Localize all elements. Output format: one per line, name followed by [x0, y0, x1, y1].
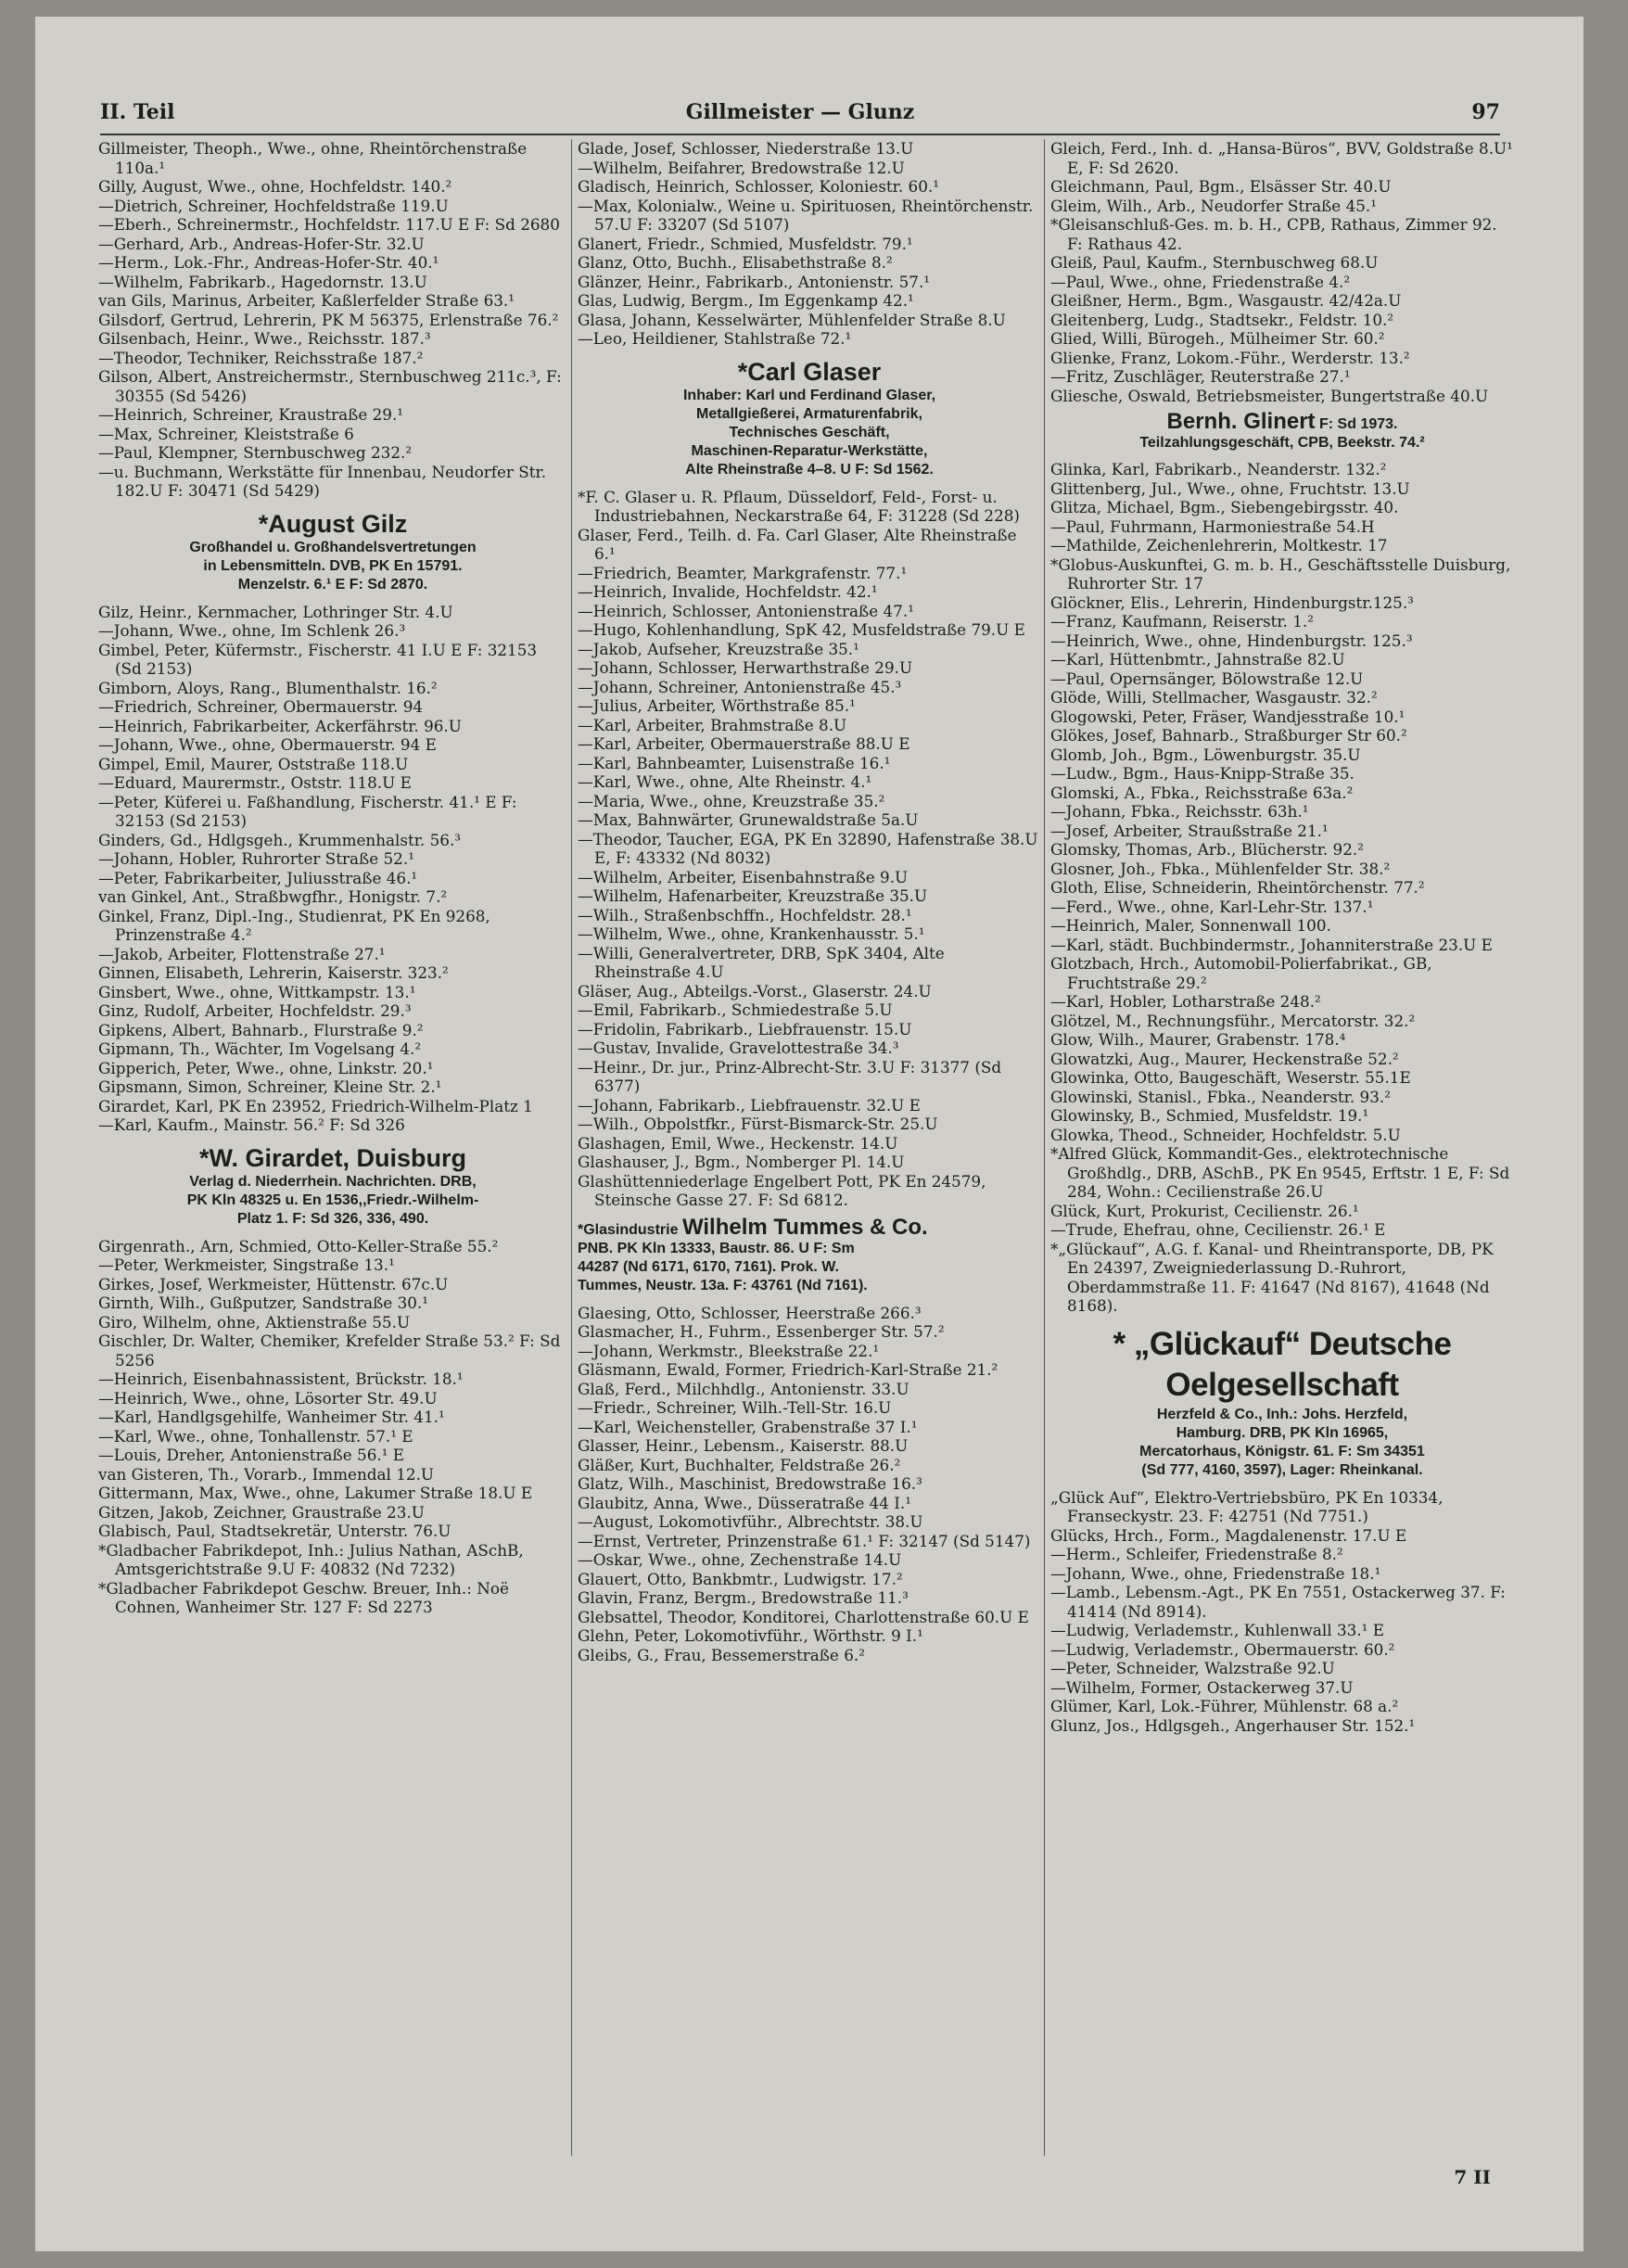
directory-entry: Gleißner, Herm., Bgm., Wasgaustr. 42/42a.U — [1050, 291, 1402, 310]
directory-entry: —Wilhelm, Fabrikarb., Hagedornstr. 13.U — [98, 272, 427, 291]
directory-entry: Gipperich, Peter, Wwe., ohne, Linkstr. 20.¹ — [98, 1058, 434, 1077]
directory-entry: Gläser, Aug., Abteilgs.-Vorst., Glaserstr. 24.U — [578, 981, 932, 1000]
directory-entry: van Gisteren, Th., Vorarb., Immendal 12.U — [98, 1464, 435, 1484]
directory-entry: Glöde, Willi, Stellmacher, Wasgaustr. 32.² — [1050, 688, 1378, 707]
directory-entry: —Friedrich, Schreiner, Obermauerstr. 94 — [98, 697, 424, 716]
directory-entry: —Louis, Dreher, Antonienstraße 56.¹ E — [98, 1446, 405, 1464]
directory-entry: Giro, Wilhelm, ohne, Aktienstraße 55.U — [98, 1312, 411, 1331]
ad-line: PK Kln 48325 u. En 1536,,Friedr.-Wilhelm- — [186, 1191, 479, 1208]
directory-entry: —Peter, Fabrikarbeiter, Juliusstraße 46.¹ — [98, 868, 418, 887]
directory-entry: —Eberh., Schreinermstr., Hochfeldstr. 117.U E F: Sd 2680 — [98, 215, 560, 234]
directory-entry: Gleibs, G., Frau, Bessemerstraße 6.² — [578, 1645, 865, 1664]
directory-entry: —Theodor, Taucher, EGA, PK En 32890, Hafenstraße 38.U E, F: 43332 (Nd 8032) — [578, 829, 1038, 867]
directory-entry: —u. Buchmann, Werkstätte für Innenbau, Neudorfer Str. 182.U F: 30471 (Sd 5429) — [98, 462, 547, 500]
directory-entry: —Willi, Generalvertreter, DRB, SpK 3404, Alte Rheinstraße 4.U — [578, 943, 945, 981]
directory-entry: Glowinka, Otto, Baugeschäft, Weserstr. 55.1E — [1050, 1068, 1411, 1087]
directory-entry: —Heinrich, Invalide, Hochfeldstr. 42.¹ — [578, 582, 878, 601]
directory-entry: —Heinrich, Schreiner, Kraustraße 29.¹ — [98, 405, 404, 424]
directory-entry: Glotzbach, Hrch., Automobil-Polierfabrikat., GB, Fruchtstraße 29.² — [1050, 954, 1432, 992]
ad-line: Platz 1. F: Sd 326, 336, 490. — [236, 1210, 429, 1227]
directory-entry: Glanz, Otto, Buchh., Elisabethstraße 8.² — [578, 253, 893, 272]
directory-entry: Girnth, Wilh., Gußputzer, Sandstraße 30.¹ — [98, 1293, 428, 1312]
ad-line: in Lebensmitteln. DVB, PK En 15791. — [203, 557, 463, 574]
directory-entry: Ginders, Gd., Hdlgsgeh., Krummenhalstr. 56.³ — [98, 830, 462, 849]
directory-entry: Gillmeister, Theoph., Wwe., ohne, Rheintörchenstraße 110a.¹ — [98, 139, 528, 177]
directory-entry: —Heinrich, Eisenbahnassistent, Brückstr. 18.¹ — [98, 1370, 464, 1388]
ad-line: Maschinen-Reparatur-Werkstätte, — [691, 442, 928, 459]
ad-line: Herzfeld & Co., Inh.: Johs. Herzfeld, — [1156, 1406, 1408, 1422]
directory-entry: Gloth, Elise, Schneiderin, Rheintörchenstr. 77.² — [1050, 878, 1425, 897]
directory-entry: Glasa, Johann, Kesselwärter, Mühlenfelder Straße 8.U — [578, 310, 1006, 329]
directory-entry: Glaß, Ferd., Milchhdlg., Antonienstr. 33.U — [578, 1379, 909, 1398]
ad-title: Wilhelm Tummes & Co. — [681, 1214, 928, 1240]
directory-entry: Gilly, August, Wwe., ohne, Hochfeldstr. 140.² — [98, 177, 452, 196]
directory-entry: Glebsattel, Theodor, Konditorei, Charlottenstraße 60.U E — [578, 1607, 1029, 1626]
directory-entry: *Gladbacher Fabrikdepot, Inh.: Julius Nathan, ASchB, Amtsgerichtstraße 9.U F: 40832 (Nd 7232) — [98, 1540, 524, 1578]
directory-entry: Gilsenbach, Heinr., Wwe., Reichsstr. 187.³ — [98, 329, 431, 348]
directory-entry: Gleich, Ferd., Inh. d. „Hansa-Büros“, BVV, Goldstraße 8.U¹ E, F: Sd 2620. — [1050, 139, 1513, 177]
directory-entry: Glowinski, Stanisl., Fbka., Neanderstr. 93.² — [1050, 1087, 1391, 1106]
directory-entry: Gladisch, Heinrich, Schlosser, Koloniestr. 60.¹ — [578, 177, 939, 196]
entry-list — [1050, 1488, 1514, 1736]
ad-line: Menzelstr. 6.¹ E F: Sd 2870. — [237, 576, 428, 592]
directory-entry: —Paul, Opernsänger, Bölowstraße 12.U — [1050, 669, 1364, 688]
directory-entry: —Max, Kolonialw., Weine u. Spirituosen, Rheintörchenstr. 57.U F: 33207 (Sd 5107) — [578, 196, 1034, 234]
directory-entry: —Heinrich, Wwe., ohne, Lösorter Str. 49.U — [98, 1388, 438, 1408]
directory-entry: —Leo, Heildiener, Stahlstraße 72.¹ — [578, 329, 852, 348]
ad-glueckauf-oelgesellschaft — [1050, 1324, 1514, 1480]
directory-entry: —Fridolin, Fabrikarb., Liebfrauenstr. 15.U — [578, 1019, 912, 1038]
directory-entry: —Heinrich, Fabrikarbeiter, Ackerfährstr. 96.U — [98, 716, 462, 735]
printer-signature: 7 II — [1454, 2166, 1491, 2188]
page-header — [100, 93, 1500, 134]
directory-entry: —Karl, Wwe., ohne, Tonhallenstr. 57.¹ E — [98, 1426, 413, 1446]
directory-entry: —Herm., Schleifer, Friedenstraße 8.² — [1050, 1545, 1343, 1563]
directory-entry: Glinka, Karl, Fabrikarb., Neanderstr. 132.² — [1050, 460, 1387, 478]
ad-line: Mercatorhaus, Königstr. 61. F: Sm 34351 — [1139, 1443, 1425, 1459]
directory-entry: —Oskar, Wwe., ohne, Zechenstraße 14.U — [578, 1550, 902, 1569]
directory-entry: Glökes, Josef, Bahnarb., Straßburger Str 60.² — [1050, 726, 1407, 745]
ad-title: *August Gilz — [258, 509, 408, 538]
directory-entry: —Karl, Handlgsgehilfe, Wanheimer Str. 41.¹ — [98, 1408, 445, 1426]
directory-entry: Gläsmann, Ewald, Former, Friedrich-Karl-Straße 21.² — [578, 1360, 998, 1379]
directory-entry: Girardet, Karl, PK En 23952, Friedrich-Wilhelm-Platz 1 — [98, 1096, 533, 1115]
directory-entry: —Karl, Bahnbeamter, Luisenstraße 16.¹ — [578, 753, 891, 772]
directory-entry: —Dietrich, Schreiner, Hochfeldstraße 119.U — [98, 196, 449, 215]
directory-entry: Glänzer, Heinr., Fabrikarb., Antonienstr. 57.¹ — [578, 272, 931, 291]
directory-entry: Glatz, Wilh., Maschinist, Bredowstraße 16.³ — [578, 1474, 922, 1493]
directory-entry: —Paul, Fuhrmann, Harmoniestraße 54.H — [1050, 516, 1375, 536]
entry-list — [1050, 139, 1514, 405]
directory-entry: Glowatzki, Aug., Maurer, Heckenstraße 52.² — [1050, 1049, 1399, 1068]
directory-entry: Glomb, Joh., Bgm., Löwenburgstr. 35.U — [1050, 745, 1361, 764]
ad-line: (Sd 777, 4160, 3597), Lager: Rheinkanal. — [1141, 1461, 1423, 1478]
directory-entry: —Karl, Kaufm., Mainstr. 56.² F: Sd 326 — [98, 1115, 405, 1134]
directory-entry: Girgenrath., Arn, Schmied, Otto-Keller-Straße 55.² — [98, 1236, 499, 1255]
ad-line: PNB. PK Kln 13333, Baustr. 86. U F: Sm — [578, 1240, 855, 1256]
directory-entry: Glehn, Peter, Lokomotivführ., Wörthstr. 9 I.¹ — [578, 1626, 923, 1645]
directory-entry: —Johann, Fabrikarb., Liebfrauenstr. 32.U E — [578, 1095, 921, 1115]
directory-entry: —Franz, Kaufmann, Reiserstr. 1.² — [1050, 612, 1314, 631]
directory-entry: —Johann, Fbka., Reichsstr. 63h.¹ — [1050, 802, 1309, 821]
directory-entry: —Josef, Arbeiter, Straußstraße 21.¹ — [1050, 821, 1329, 840]
directory-entry: —Max, Schreiner, Kleiststraße 6 — [98, 424, 354, 443]
ad-prefix: *Glasindustrie — [578, 1221, 679, 1238]
ad-line: Verlag d. Niederrhein. Nachrichten. DRB, — [189, 1173, 477, 1190]
directory-entry: Gilsdorf, Gertrud, Lehrerin, PK M 56375, Erlenstraße 76.² — [98, 310, 559, 329]
directory-entry: Ginz, Rudolf, Arbeiter, Hochfeldstr. 29.³ — [98, 1001, 412, 1020]
directory-entry: Glück, Kurt, Prokurist, Cecilienstr. 26.¹ — [1050, 1201, 1359, 1220]
directory-entry: —Jakob, Arbeiter, Flottenstraße 27.¹ — [98, 944, 386, 963]
directory-entry: —Karl, städt. Buchbindermstr., Johanniterstraße 23.U E — [1050, 935, 1493, 954]
ad-title: *Carl Glaser — [737, 357, 882, 386]
directory-entry: Glowka, Theod., Schneider, Hochfeldstr. 5.U — [1050, 1125, 1401, 1144]
directory-entry: Glittenberg, Jul., Wwe., ohne, Fruchtstr. 13.U — [1050, 478, 1410, 498]
directory-entry: Gipsmann, Simon, Schreiner, Kleine Str. 2.¹ — [98, 1077, 442, 1096]
ad-line: 44287 (Nd 6171, 6170, 7161). Prok. W. — [578, 1258, 839, 1275]
directory-entry: —Karl, Arbeiter, Obermauerstraße 88.U E — [578, 734, 910, 753]
directory-entry: —Wilh., Obpolstfkr., Fürst-Bismarck-Str. 25.U — [578, 1115, 938, 1133]
directory-entry: Glade, Josef, Schlosser, Niederstraße 13.U — [578, 139, 914, 158]
directory-entry: —Friedrich, Beamter, Markgrafenstr. 77.¹ — [578, 563, 908, 582]
directory-entry: Glücks, Hrch., Form., Magdalenenstr. 17.U E — [1050, 1525, 1407, 1545]
directory-entry: *Gladbacher Fabrikdepot Geschw. Breuer, Inh.: Noë Cohnen, Wanheimer Str. 127 F: Sd 2273 — [98, 1578, 509, 1616]
directory-entry: Ginnen, Elisabeth, Lehrerin, Kaiserstr. 323.² — [98, 963, 449, 982]
page-title: Gillmeister — Glunz — [685, 100, 915, 124]
ad-line: Alte Rheinstraße 4–8. U F: Sd 1562. — [685, 461, 934, 478]
directory-entry: —Karl, Weichensteller, Grabenstraße 37 I.¹ — [578, 1417, 918, 1436]
directory-entry: Gitzen, Jakob, Zeichner, Graustraße 23.U — [98, 1502, 425, 1522]
directory-entry: —Max, Bahnwärter, Grunewaldstraße 5a.U — [578, 810, 919, 829]
directory-entry: Gipkens, Albert, Bahnarb., Flurstraße 9.² — [98, 1020, 424, 1039]
directory-entry: —Lamb., Lebensm.-Agt., PK En 7551, Ostackerweg 37. F: 41414 (Nd 8914). — [1050, 1583, 1506, 1621]
directory-entry: —Peter, Werkmeister, Singstraße 13.¹ — [98, 1255, 395, 1274]
directory-entry: —Ludwig, Verlademstr., Kuhlenwall 33.¹ E — [1050, 1621, 1384, 1639]
directory-entry: Glow, Wilh., Maurer, Grabenstr. 178.⁴ — [1050, 1030, 1346, 1049]
directory-entry: —Johann, Schlosser, Herwarthstraße 29.U — [578, 658, 913, 677]
entry-list — [1050, 460, 1514, 1316]
directory-entry: —Heinrich, Maler, Sonnenwall 100. — [1050, 916, 1331, 935]
directory-entry: Gleitenberg, Ludg., Stadtsekr., Feldstr. 10.² — [1050, 310, 1394, 329]
directory-entry: Gilz, Heinr., Kernmacher, Lothringer Str. 4.U — [98, 602, 453, 621]
ad-bernh-glinert — [1050, 409, 1514, 452]
directory-entry: Gimpel, Emil, Maurer, Oststraße 118.U — [98, 754, 409, 773]
directory-entry: —Johann, Wwe., ohne, Friedenstraße 18.¹ — [1050, 1563, 1381, 1583]
ad-title: * „Glückauf“ Deutsche Oelgesellschaft — [1113, 1325, 1452, 1403]
directory-entry: Glashagen, Emil, Wwe., Heckenstr. 14.U — [578, 1133, 898, 1153]
directory-entry: Gimbel, Peter, Küfermstr., Fischerstr. 41 I.U E F: 32153 (Sd 2153) — [98, 640, 538, 678]
directory-entry: Glanert, Friedr., Schmied, Musfeldstr. 79.¹ — [578, 234, 913, 253]
directory-entry: —Wilhelm, Arbeiter, Eisenbahnstraße 9.U — [578, 867, 909, 886]
directory-entry: —Fritz, Zuschläger, Reuterstraße 27.¹ — [1050, 367, 1351, 386]
directory-entry: Glaubitz, Anna, Wwe., Düsseratraße 44 I.¹ — [578, 1493, 911, 1512]
directory-entry: —Peter, Schneider, Walzstraße 92.U — [1050, 1659, 1335, 1677]
directory-entry: —Heinrich, Schlosser, Antonienstraße 47.¹ — [578, 601, 914, 620]
directory-entry: Glauert, Otto, Bankbmtr., Ludwigstr. 17.² — [578, 1569, 903, 1588]
directory-entry: —Ernst, Vertreter, Prinzenstraße 61.¹ F: 32147 (Sd 5147) — [578, 1531, 1031, 1550]
directory-entry: Glomski, A., Fbka., Reichsstraße 63a.² — [1050, 783, 1354, 802]
directory-entry: —Ludwig, Verlademstr., Obermauerstr. 60.² — [1050, 1639, 1395, 1659]
entry-list — [578, 488, 1041, 1210]
directory-entry: —Karl, Hüttenbmtr., Jahnstraße 82.U — [1050, 650, 1345, 669]
directory-entry: *F. C. Glaser u. R. Pflaum, Düsseldorf, Feld-, Forst- u. Industriebahnen, Neckarstraße 64, F: 31228 (Sd 228) — [578, 487, 1020, 525]
ad-line: Hamburg. DRB, PK Kln 16965, — [1176, 1424, 1389, 1441]
directory-entry: —Johann, Werkmstr., Bleekstraße 22.¹ — [578, 1341, 880, 1360]
directory-entry: Glasser, Heinr., Lebensm., Kaiserstr. 88.U — [578, 1436, 909, 1455]
directory-entry: Glunz, Jos., Hdlgsgeh., Angerhauser Str. 152.¹ — [1050, 1715, 1416, 1735]
directory-entry: —Theodor, Techniker, Reichsstraße 187.² — [98, 348, 424, 367]
directory-entry: Ginkel, Franz, Dipl.-Ing., Studienrat, PK En 9268, Prinzenstraße 4.² — [98, 906, 490, 944]
ad-line: Teilzahlungsgeschäft, CPB, Beekstr. 74.² — [1139, 435, 1425, 451]
directory-entry: —Karl, Wwe., ohne, Alte Rheinstr. 4.¹ — [578, 772, 872, 791]
directory-entry: —Maria, Wwe., ohne, Kreuzstraße 35.² — [578, 791, 885, 810]
directory-entry: Gittermann, Max, Wwe., ohne, Lakumer Straße 18.U E — [98, 1484, 533, 1502]
directory-entry: —Wilhelm, Former, Ostackerweg 37.U — [1050, 1677, 1354, 1697]
directory-entry: *Gleisanschluß-Ges. m. b. H., CPB, Rathaus, Zimmer 92. F: Rathaus 42. — [1050, 215, 1497, 253]
directory-entry: Glötzel, M., Rechnungsführ., Mercatorstr. 32.² — [1050, 1011, 1416, 1030]
directory-entry: —August, Lokomotivführ., Albrechtstr. 38.U — [578, 1512, 923, 1531]
directory-entry: —Hugo, Kohlenhandlung, SpK 42, Musfeldstraße 79.U E — [578, 620, 1025, 639]
directory-entry: van Ginkel, Ant., Straßbwgfhr., Honigstr. 7.² — [98, 887, 448, 906]
ad-title: *W. Girardet, Duisburg — [198, 1143, 467, 1172]
directory-entry: —Wilhelm, Hafenarbeiter, Kreuzstraße 35.U — [578, 886, 928, 905]
entry-list — [98, 139, 567, 501]
entry-list — [578, 1304, 1041, 1665]
directory-entry: —Peter, Küferei u. Faßhandlung, Fischerstr. 41.¹ E F: 32153 (Sd 2153) — [98, 792, 517, 830]
directory-entry: —Gerhard, Arb., Andreas-Hofer-Str. 32.U — [98, 234, 425, 253]
directory-entry: Glosner, Joh., Fbka., Mühlenfelder Str. 38.² — [1050, 859, 1391, 878]
ad-carl-glaser — [578, 357, 1041, 479]
entry-list — [98, 1237, 567, 1617]
directory-entry: —Heinr., Dr. jur., Prinz-Albrecht-Str. 3.U F: 31377 (Sd 6377) — [578, 1057, 1002, 1095]
directory-entry: —Herm., Lok.-Fhr., Andreas-Hofer-Str. 40.¹ — [98, 253, 439, 272]
directory-entry: Glaesing, Otto, Schlosser, Heerstraße 266.³ — [578, 1303, 922, 1322]
directory-entry: —Ludw., Bgm., Haus-Knipp-Straße 35. — [1050, 764, 1355, 783]
column-2 — [571, 139, 1041, 2156]
directory-entry: *Alfred Glück, Kommandit-Ges., elektrotechnische Großhdlg., DRB, ASchB., PK En 9545, Erftstr. 1 E, F: Sd 284, Wohn.: Cecilienstraße 26.U — [1050, 1144, 1510, 1201]
directory-entry: Ginsbert, Wwe., ohne, Wittkampstr. 13.¹ — [98, 982, 416, 1001]
entry-list — [98, 603, 567, 1135]
directory-entry: Glas, Ludwig, Bergm., Im Eggenkamp 42.¹ — [578, 291, 914, 310]
directory-entry: Girkes, Josef, Werkmeister, Hüttenstr. 67c.U — [98, 1274, 449, 1293]
directory-entry: —Johann, Wwe., ohne, Im Schlenk 26.³ — [98, 621, 406, 640]
directory-entry: —Johann, Schreiner, Antonienstraße 45.³ — [578, 677, 902, 696]
ad-phone: F: Sd 1973. — [1319, 416, 1398, 432]
directory-entry: Glogowski, Peter, Fräser, Wandjesstraße 10.¹ — [1050, 707, 1405, 726]
ad-girardet — [98, 1143, 567, 1229]
ad-line: Technisches Geschäft, — [729, 424, 890, 440]
directory-entry: Glavin, Franz, Bergm., Bredowstraße 11.³ — [578, 1588, 909, 1607]
directory-entry: Gleiß, Paul, Kaufm., Sternbuschweg 68.U — [1050, 253, 1379, 272]
directory-entry: Gleim, Wilh., Arb., Neudorfer Straße 45.¹ — [1050, 196, 1377, 215]
directory-entry: —Emil, Fabrikarb., Schmiedestraße 5.U — [578, 1000, 893, 1019]
directory-entry: —Jakob, Aufseher, Kreuzstraße 35.¹ — [578, 639, 859, 658]
directory-entry: Glaser, Ferd., Teilh. d. Fa. Carl Glaser, Alte Rheinstraße 6.¹ — [578, 525, 1017, 563]
directory-entry: Gimborn, Aloys, Rang., Blumenthalstr. 16.² — [98, 678, 438, 697]
directory-entry: —Paul, Wwe., ohne, Friedenstraße 4.² — [1050, 272, 1351, 291]
directory-entry: Glomsky, Thomas, Arb., Blücherstr. 92.² — [1050, 840, 1364, 859]
directory-page — [35, 17, 1583, 2251]
directory-entry: —Wilhelm, Beifahrer, Bredowstraße 12.U — [578, 158, 905, 177]
ad-line: Inhaber: Karl und Ferdinand Glaser, — [682, 387, 936, 403]
directory-entry: —Karl, Arbeiter, Brahmstraße 8.U — [578, 715, 847, 734]
directory-entry: —Johann, Hobler, Ruhrorter Straße 52.¹ — [98, 849, 414, 868]
directory-entry: Glashauser, J., Bgm., Nomberger Pl. 14.U — [578, 1153, 905, 1171]
directory-entry: Glabisch, Paul, Stadtsekretär, Unterstr. 76.U — [98, 1522, 452, 1540]
directory-entry: —Johann, Wwe., ohne, Obermauerstr. 94 E — [98, 735, 437, 754]
directory-entry: Glashüttenniederlage Engelbert Pott, PK En 24579, Steinsche Gasse 27. F: Sd 6812. — [578, 1171, 986, 1209]
directory-entry: „Glück Auf“, Elektro-Vertriebsbüro, PK En 10334, Franseckystr. 23. F: 42751 (Nd 7751.) — [1050, 1487, 1444, 1525]
directory-entry: —Heinrich, Wwe., ohne, Hindenburgstr. 125.³ — [1050, 631, 1413, 650]
directory-entry: Glitza, Michael, Bgm., Siebengebirgsstr. 40. — [1050, 498, 1399, 516]
ad-title: Bernh. Glinert — [1166, 409, 1316, 434]
ad-line: Großhandel u. Großhandelsvertretungen — [189, 539, 477, 555]
directory-entry: *Globus-Auskunftei, G. m. b. H., Geschäftsstelle Duisburg, Ruhrorter Str. 17 — [1050, 554, 1511, 592]
directory-entry: —Karl, Hobler, Lotharstraße 248.² — [1050, 992, 1321, 1011]
directory-entry: —Gustav, Invalide, Gravelottestraße 34.³ — [578, 1038, 899, 1057]
ad-wilhelm-tummes — [578, 1214, 1041, 1295]
directory-entry: —Wilhelm, Wwe., ohne, Krankenhausstr. 5.¹ — [578, 924, 925, 943]
directory-entry: Gilson, Albert, Anstreichermstr., Sternbuschweg 211c.³, F: 30355 (Sd 5426) — [98, 367, 562, 405]
directory-entry: Gläßer, Kurt, Buchhalter, Feldstraße 26.² — [578, 1455, 901, 1474]
column-1 — [98, 139, 567, 2156]
directory-entry: Glasmacher, H., Fuhrm., Essenberger Str. 57.² — [578, 1322, 945, 1341]
directory-entry: *„Glückauf“, A.G. f. Kanal- und Rheintransporte, DB, PK En 24397, Zweigniederlassung D.-Ruhrort, Oberdammstraße 11. F: 41647 (Nd 8167), 41648 (Nd 8168). — [1050, 1239, 1494, 1315]
directory-entry: Glöckner, Elis., Lehrerin, Hindenburgstr.125.³ — [1050, 592, 1414, 612]
directory-entry: —Trude, Ehefrau, ohne, Cecilienstr. 26.¹ E — [1050, 1220, 1386, 1239]
directory-entry: Gipmann, Th., Wächter, Im Vogelsang 4.² — [98, 1039, 422, 1058]
directory-entry: Glienke, Franz, Lokom.-Führ., Werderstr. 13.² — [1050, 348, 1410, 367]
directory-entry: —Mathilde, Zeichenlehrerin, Moltkestr. 17 — [1050, 536, 1388, 554]
directory-entry: Glümer, Karl, Lok.-Führer, Mühlenstr. 68 a.² — [1050, 1697, 1399, 1715]
directory-entry: —Paul, Klempner, Sternbuschweg 232.² — [98, 443, 413, 462]
part-label: II. Teil — [100, 100, 175, 124]
ad-august-gilz — [98, 509, 567, 594]
directory-entry: Glied, Willi, Bürogeh., Mülheimer Str. 60.² — [1050, 329, 1385, 348]
ad-line: Tummes, Neustr. 13a. F: 43761 (Nd 7161). — [578, 1277, 868, 1293]
directory-entry: —Ferd., Wwe., ohne, Karl-Lehr-Str. 137.¹ — [1050, 897, 1374, 916]
entry-list — [578, 139, 1041, 349]
directory-entry: Gleichmann, Paul, Bgm., Elsässer Str. 40.U — [1050, 177, 1392, 196]
directory-entry: —Julius, Arbeiter, Wörthstraße 85.¹ — [578, 696, 856, 715]
directory-entry: Gischler, Dr. Walter, Chemiker, Krefelder Straße 53.² F: Sd 5256 — [98, 1331, 561, 1370]
directory-entry: van Gils, Marinus, Arbeiter, Kaßlerfelder Straße 63.¹ — [98, 291, 515, 310]
directory-entry: Gliesche, Oswald, Betriebsmeister, Bungertstraße 40.U — [1050, 386, 1489, 405]
column-3 — [1044, 139, 1514, 2156]
page-number: 97 — [1471, 100, 1500, 124]
directory-entry: Glowinsky, B., Schmied, Musfeldstr. 19.¹ — [1050, 1106, 1369, 1125]
directory-entry: —Eduard, Maurermstr., Oststr. 118.U E — [98, 773, 412, 792]
ad-line: Metallgießerei, Armaturenfabrik, — [696, 405, 922, 422]
directory-entry: —Wilh., Straßenbschffn., Hochfeldstr. 28.¹ — [578, 905, 912, 924]
directory-entry: —Friedr., Schreiner, Wilh.-Tell-Str. 16.U — [578, 1398, 892, 1417]
header-rule — [100, 134, 1500, 135]
